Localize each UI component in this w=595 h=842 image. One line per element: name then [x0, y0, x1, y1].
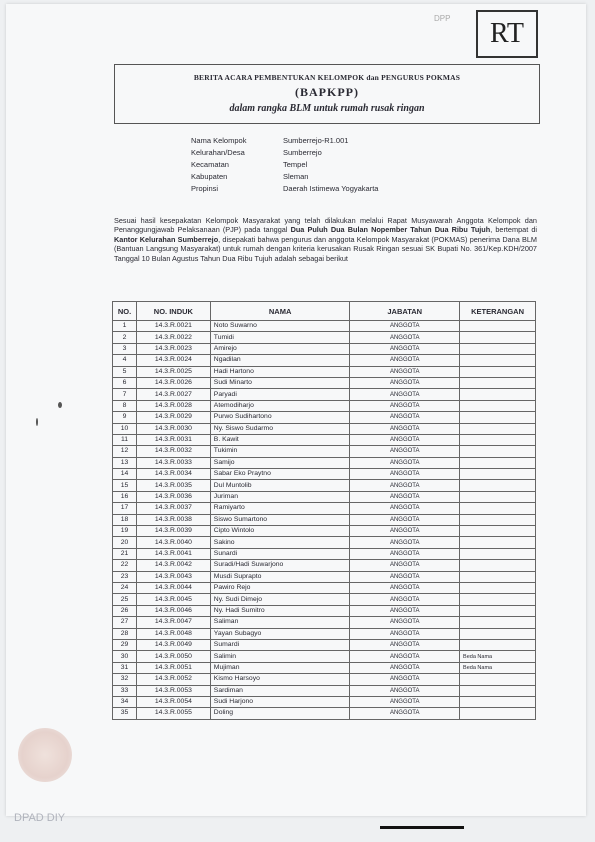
cell-nama: Dul Muntolib: [210, 480, 350, 491]
info-row: [191, 136, 378, 148]
cell-jabatan: ANGGOTA: [350, 423, 460, 434]
cell-nama: Ny. Sudi Dimejo: [210, 594, 350, 605]
cell-jabatan: ANGGOTA: [350, 617, 460, 628]
cell-keterangan: [460, 366, 536, 377]
cell-no: 19: [113, 526, 137, 537]
cell-no: 14: [113, 469, 137, 480]
page-mark: [380, 826, 464, 829]
cell-no: 22: [113, 560, 137, 571]
cell-no: 30: [113, 651, 137, 662]
cell-keterangan: [460, 423, 536, 434]
cell-jabatan: ANGGOTA: [350, 332, 460, 343]
cell-nama: Paryadi: [210, 389, 350, 400]
cell-keterangan: [460, 503, 536, 514]
cell-keterangan: [460, 434, 536, 445]
cell-no: 15: [113, 480, 137, 491]
cell-induk: 14.3.R.0023: [136, 343, 210, 354]
cell-induk: 14.3.R.0048: [136, 628, 210, 639]
cell-keterangan: [460, 332, 536, 343]
cell-jabatan: ANGGOTA: [350, 696, 460, 707]
cell-keterangan: [460, 526, 536, 537]
cell-induk: 14.3.R.0030: [136, 423, 210, 434]
cell-nama: Ny. Hadi Sumitro: [210, 605, 350, 616]
table-row: [113, 491, 536, 502]
cell-induk: 14.3.R.0043: [136, 571, 210, 582]
cell-no: 25: [113, 594, 137, 605]
cell-induk: 14.3.R.0055: [136, 708, 210, 719]
code-mark: DPP: [434, 14, 451, 23]
cell-induk: 14.3.R.0045: [136, 594, 210, 605]
cell-induk: 14.3.R.0054: [136, 696, 210, 707]
cell-jabatan: ANGGOTA: [350, 662, 460, 673]
cell-jabatan: ANGGOTA: [350, 503, 460, 514]
para-text-3: , disepakati bahwa pengurus dan anggota Kelompok Masyarakat (POKMAS) penerima Dana BLM (Bantuan Langsung Masyarakat) untuk rumah dengan kriteria kerusakan Rusak Ringan sesuai SK Bupati No. 361/Kep.KDH/2007 Tanggal 10 Bulan Agustus Tahun Dua Ribu Tujuh adalah sebagai berikut: [114, 234, 537, 263]
cell-induk: 14.3.R.0032: [136, 446, 210, 457]
cell-no: 17: [113, 503, 137, 514]
cell-keterangan: [460, 617, 536, 628]
cell-keterangan: [460, 457, 536, 468]
cell-keterangan: [460, 537, 536, 548]
cell-no: 9: [113, 412, 137, 423]
cell-nama: Sudi Minarto: [210, 377, 350, 388]
info-row: [191, 184, 378, 196]
cell-nama: Cipto Wintolo: [210, 526, 350, 537]
table-row: [113, 605, 536, 616]
cell-keterangan: [460, 582, 536, 593]
info-label: Kabupaten: [191, 172, 228, 181]
cell-jabatan: ANGGOTA: [350, 389, 460, 400]
cell-induk: 14.3.R.0039: [136, 526, 210, 537]
cell-nama: Mujiman: [210, 662, 350, 673]
table-row: [113, 434, 536, 445]
cell-no: 11: [113, 434, 137, 445]
cell-no: 1: [113, 321, 137, 332]
cell-no: 26: [113, 605, 137, 616]
cell-keterangan: [460, 389, 536, 400]
table-row: [113, 526, 536, 537]
cell-induk: 14.3.R.0046: [136, 605, 210, 616]
info-value: Sumberrejo: [283, 148, 322, 157]
info-value: Tempel: [283, 160, 308, 169]
table-row: [113, 423, 536, 434]
info-row: [191, 148, 378, 160]
cell-no: 34: [113, 696, 137, 707]
cell-induk: 14.3.R.0022: [136, 332, 210, 343]
cell-nama: B. Kawit: [210, 434, 350, 445]
table-row: [113, 389, 536, 400]
cell-nama: Juriman: [210, 491, 350, 502]
cell-nama: Sunardi: [210, 548, 350, 559]
cell-jabatan: ANGGOTA: [350, 605, 460, 616]
table-row: [113, 469, 536, 480]
info-label: Nama Kelompok: [191, 136, 247, 145]
table-header-row: [113, 302, 536, 321]
cell-keterangan: [460, 628, 536, 639]
cell-no: 3: [113, 343, 137, 354]
cell-keterangan: [460, 708, 536, 719]
cell-jabatan: ANGGOTA: [350, 571, 460, 582]
cell-nama: Sakino: [210, 537, 350, 548]
cell-induk: 14.3.R.0026: [136, 377, 210, 388]
cell-jabatan: ANGGOTA: [350, 343, 460, 354]
cell-jabatan: ANGGOTA: [350, 651, 460, 662]
table-row: [113, 617, 536, 628]
cell-jabatan: ANGGOTA: [350, 639, 460, 650]
cell-no: 8: [113, 400, 137, 411]
table-row: [113, 377, 536, 388]
cell-jabatan: ANGGOTA: [350, 514, 460, 525]
table-row: [113, 355, 536, 366]
cell-induk: 14.3.R.0027: [136, 389, 210, 400]
cell-induk: 14.3.R.0049: [136, 639, 210, 650]
cell-nama: Kismo Harsoyo: [210, 674, 350, 685]
cell-jabatan: ANGGOTA: [350, 685, 460, 696]
cell-induk: 14.3.R.0038: [136, 514, 210, 525]
cell-nama: Ramiyarto: [210, 503, 350, 514]
table-row: [113, 685, 536, 696]
cell-no: 5: [113, 366, 137, 377]
table-row: [113, 400, 536, 411]
archive-seal: [18, 728, 72, 782]
col-header-induk: NO. INDUK: [136, 302, 210, 321]
cell-jabatan: ANGGOTA: [350, 491, 460, 502]
col-header-jabatan: JABATAN: [350, 302, 460, 321]
info-value: Daerah Istimewa Yogyakarta: [283, 184, 379, 193]
table-row: [113, 457, 536, 468]
cell-nama: Suradi/Hadi Suwarjono: [210, 560, 350, 571]
cell-jabatan: ANGGOTA: [350, 321, 460, 332]
table-row: [113, 537, 536, 548]
paper-speck: [58, 402, 62, 408]
info-label: Kelurahan/Desa: [191, 148, 245, 157]
cell-jabatan: ANGGOTA: [350, 434, 460, 445]
cell-induk: 14.3.R.0025: [136, 366, 210, 377]
cell-nama: Purwo Sudihartono: [210, 412, 350, 423]
cell-no: 28: [113, 628, 137, 639]
table-row: [113, 582, 536, 593]
cell-no: 33: [113, 685, 137, 696]
para-date: Dua Puluh Dua Bulan Nopember Tahun Dua Ribu Tujuh: [290, 225, 491, 235]
cell-no: 35: [113, 708, 137, 719]
table-row: [113, 560, 536, 571]
cell-nama: Pawiro Rejo: [210, 582, 350, 593]
cell-nama: Musdi Suprapto: [210, 571, 350, 582]
cell-no: 32: [113, 674, 137, 685]
table-row: [113, 594, 536, 605]
cell-keterangan: Beda Nama: [460, 662, 536, 673]
cell-keterangan: [460, 514, 536, 525]
cell-no: 31: [113, 662, 137, 673]
table-row: [113, 514, 536, 525]
info-label: Propinsi: [191, 184, 219, 193]
table-row: [113, 639, 536, 650]
cell-induk: 14.3.R.0033: [136, 457, 210, 468]
cell-nama: Salimin: [210, 651, 350, 662]
info-value: Sleman: [283, 172, 309, 181]
cell-nama: Sardiman: [210, 685, 350, 696]
info-label: Kecamatan: [191, 160, 229, 169]
cell-keterangan: [460, 480, 536, 491]
cell-nama: Hadi Hartono: [210, 366, 350, 377]
cell-keterangan: Beda Nama: [460, 651, 536, 662]
cell-nama: Sumardi: [210, 639, 350, 650]
cell-jabatan: ANGGOTA: [350, 366, 460, 377]
cell-nama: Ngadilan: [210, 355, 350, 366]
cell-jabatan: ANGGOTA: [350, 560, 460, 571]
cell-keterangan: [460, 548, 536, 559]
cell-induk: 14.3.R.0028: [136, 400, 210, 411]
cell-jabatan: ANGGOTA: [350, 526, 460, 537]
cell-jabatan: ANGGOTA: [350, 537, 460, 548]
cell-no: 7: [113, 389, 137, 400]
table-row: [113, 708, 536, 719]
cell-no: 20: [113, 537, 137, 548]
table-row: [113, 343, 536, 354]
cell-jabatan: ANGGOTA: [350, 674, 460, 685]
cell-induk: 14.3.R.0041: [136, 548, 210, 559]
table-row: [113, 571, 536, 582]
watermark: DPAD DIY: [14, 812, 66, 824]
cell-jabatan: ANGGOTA: [350, 469, 460, 480]
cell-induk: 14.3.R.0047: [136, 617, 210, 628]
cell-no: 6: [113, 377, 137, 388]
cell-nama: Saliman: [210, 617, 350, 628]
info-value: Sumberrejo-R1.001: [283, 136, 349, 145]
info-row: [191, 172, 378, 184]
cell-jabatan: ANGGOTA: [350, 355, 460, 366]
para-place: Kantor Kelurahan Sumberrejo: [114, 234, 219, 244]
table-row: [113, 366, 536, 377]
cell-nama: Tumidi: [210, 332, 350, 343]
cell-nama: Atemodiharjo: [210, 400, 350, 411]
table-row: [113, 628, 536, 639]
cell-keterangan: [460, 571, 536, 582]
cell-nama: Noto Suwarno: [210, 321, 350, 332]
title-box: [114, 64, 540, 124]
cell-nama: Siswo Sumartono: [210, 514, 350, 525]
table-row: [113, 446, 536, 457]
group-info: [191, 136, 378, 196]
cell-induk: 14.3.R.0040: [136, 537, 210, 548]
cell-no: 21: [113, 548, 137, 559]
cell-jabatan: ANGGOTA: [350, 457, 460, 468]
cell-keterangan: [460, 446, 536, 457]
cell-induk: 14.3.R.0050: [136, 651, 210, 662]
cell-keterangan: [460, 560, 536, 571]
para-text-2: , bertempat di: [490, 225, 537, 235]
cell-keterangan: [460, 639, 536, 650]
cell-keterangan: [460, 685, 536, 696]
cell-nama: Yayan Subagyo: [210, 628, 350, 639]
cell-no: 4: [113, 355, 137, 366]
rt-label: RT: [476, 10, 538, 58]
table-row: [113, 696, 536, 707]
cell-no: 27: [113, 617, 137, 628]
cell-jabatan: ANGGOTA: [350, 446, 460, 457]
table-row: [113, 548, 536, 559]
cell-induk: 14.3.R.0031: [136, 434, 210, 445]
paper-speck: [36, 418, 38, 426]
cell-no: 10: [113, 423, 137, 434]
cell-keterangan: [460, 355, 536, 366]
table-row: [113, 651, 536, 662]
table-row: [113, 412, 536, 423]
title-line3: dalam rangka BLM untuk rumah rusak ringan: [229, 103, 425, 114]
table-row: [113, 674, 536, 685]
cell-jabatan: ANGGOTA: [350, 628, 460, 639]
cell-jabatan: ANGGOTA: [350, 400, 460, 411]
cell-induk: 14.3.R.0053: [136, 685, 210, 696]
cell-nama: Doling: [210, 708, 350, 719]
cell-induk: 14.3.R.0044: [136, 582, 210, 593]
cell-keterangan: [460, 696, 536, 707]
para-text-1: Sesuai hasil kesepakatan Kelompok Masyarakat yang telah dilakukan melalui Rapat Musyawarah Anggota Kelompok dan Penanggungjawab Pelaksanaan (PJP) pada tanggal: [114, 216, 537, 235]
member-table: [112, 301, 536, 720]
cell-induk: 14.3.R.0036: [136, 491, 210, 502]
info-row: [191, 160, 378, 172]
col-header-nama: NAMA: [210, 302, 350, 321]
table-row: [113, 332, 536, 343]
cell-jabatan: ANGGOTA: [350, 377, 460, 388]
cell-keterangan: [460, 343, 536, 354]
cell-keterangan: [460, 412, 536, 423]
cell-nama: Amirejo: [210, 343, 350, 354]
table-row: [113, 662, 536, 673]
cell-nama: Sabar Eko Praytno: [210, 469, 350, 480]
cell-induk: 14.3.R.0024: [136, 355, 210, 366]
col-header-no: NO.: [113, 302, 137, 321]
title-line2: (BAPKPP): [295, 85, 359, 99]
cell-keterangan: [460, 605, 536, 616]
cell-keterangan: [460, 594, 536, 605]
cell-nama: Ny. Siswo Sudarmo: [210, 423, 350, 434]
cell-no: 24: [113, 582, 137, 593]
col-header-keterangan: KETERANGAN: [460, 302, 536, 321]
cell-jabatan: ANGGOTA: [350, 708, 460, 719]
cell-induk: 14.3.R.0034: [136, 469, 210, 480]
cell-jabatan: ANGGOTA: [350, 548, 460, 559]
statement-paragraph: [114, 216, 537, 263]
cell-nama: Samijo: [210, 457, 350, 468]
cell-nama: Sudi Harjono: [210, 696, 350, 707]
cell-jabatan: ANGGOTA: [350, 594, 460, 605]
cell-keterangan: [460, 377, 536, 388]
table-row: [113, 480, 536, 491]
title-line1: BERITA ACARA PEMBENTUKAN KELOMPOK dan PENGURUS POKMAS: [193, 73, 461, 82]
cell-no: 29: [113, 639, 137, 650]
table-row: [113, 503, 536, 514]
cell-no: 16: [113, 491, 137, 502]
cell-no: 18: [113, 514, 137, 525]
cell-nama: Tukimin: [210, 446, 350, 457]
cell-induk: 14.3.R.0052: [136, 674, 210, 685]
cell-jabatan: ANGGOTA: [350, 412, 460, 423]
cell-keterangan: [460, 674, 536, 685]
cell-induk: 14.3.R.0029: [136, 412, 210, 423]
cell-no: 12: [113, 446, 137, 457]
cell-induk: 14.3.R.0042: [136, 560, 210, 571]
cell-no: 13: [113, 457, 137, 468]
cell-induk: 14.3.R.0021: [136, 321, 210, 332]
cell-jabatan: ANGGOTA: [350, 582, 460, 593]
cell-induk: 14.3.R.0035: [136, 480, 210, 491]
cell-keterangan: [460, 400, 536, 411]
cell-keterangan: [460, 469, 536, 480]
cell-keterangan: [460, 491, 536, 502]
document-page: [6, 4, 586, 816]
cell-keterangan: [460, 321, 536, 332]
cell-induk: 14.3.R.0051: [136, 662, 210, 673]
table-row: [113, 321, 536, 332]
cell-induk: 14.3.R.0037: [136, 503, 210, 514]
cell-no: 23: [113, 571, 137, 582]
cell-jabatan: ANGGOTA: [350, 480, 460, 491]
cell-no: 2: [113, 332, 137, 343]
